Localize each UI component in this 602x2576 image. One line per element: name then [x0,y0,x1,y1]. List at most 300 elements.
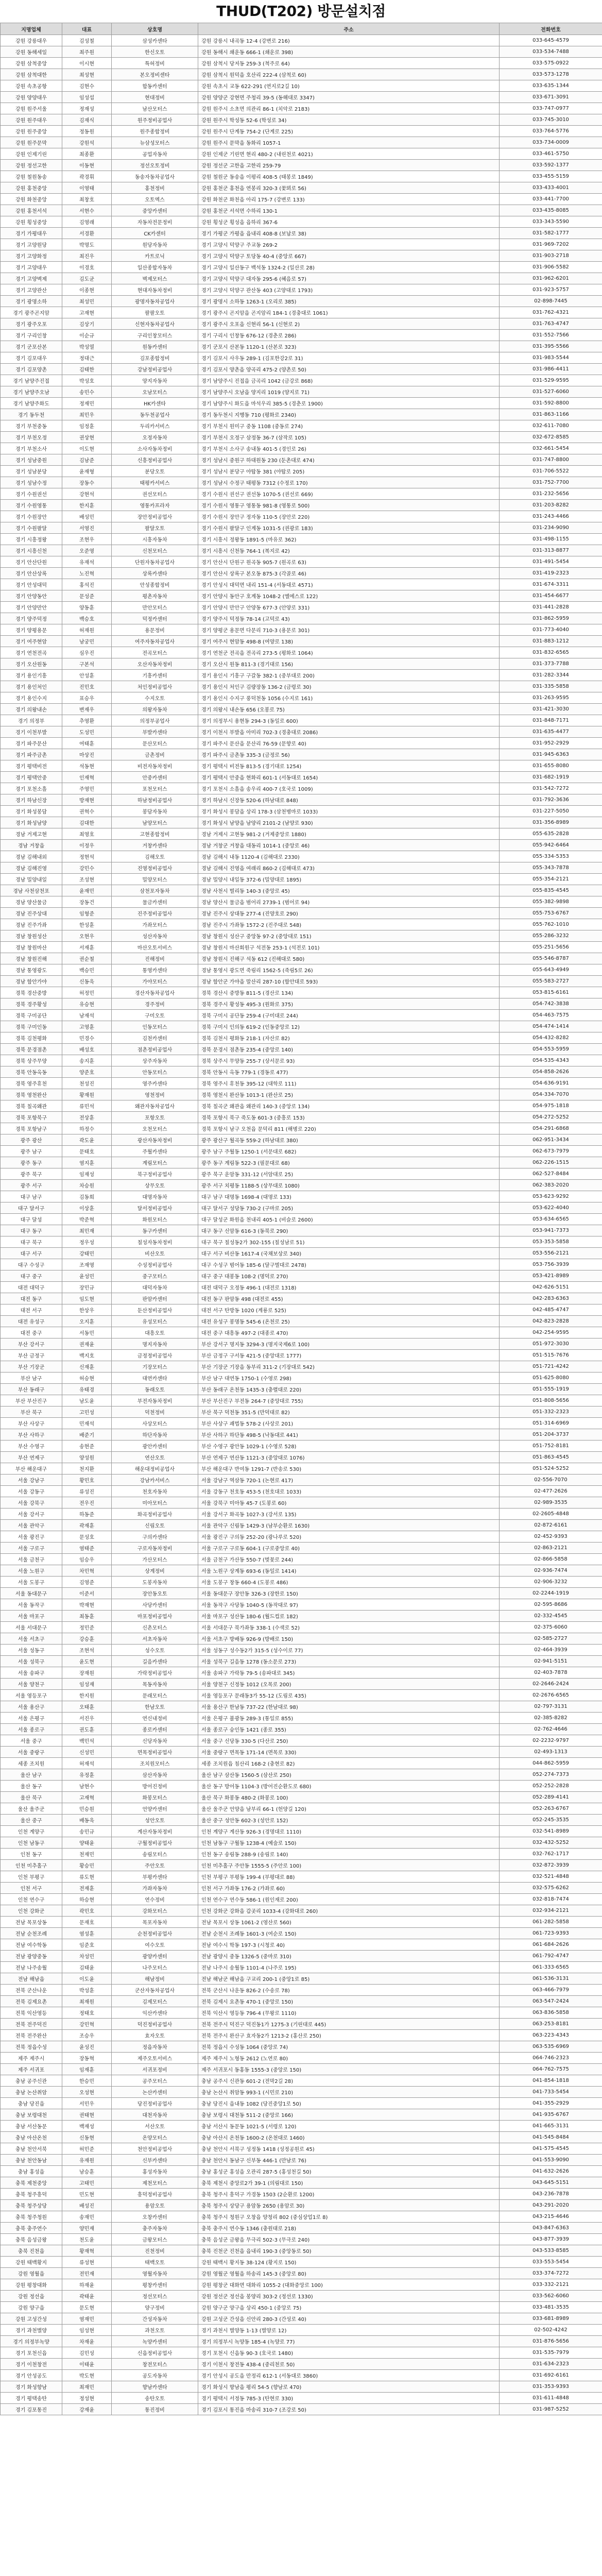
cell-owner: 한성훈 [62,919,112,930]
cell-region: 경기 고양화정 [1,250,62,262]
table-row [1,2075,602,2087]
cell-phone: 031-906-5582 [500,262,602,273]
cell-owner: 전상훈 [62,1112,112,1123]
cell-phone: 02-936-7474 [500,1565,602,1577]
cell-address: 강원 정선군 고한읍 고한리 259-79 [198,160,500,171]
cell-business-name: 연산오토 [112,1452,198,1463]
cell-owner: 남현수 [62,1781,112,1792]
cell-phone: 033-734-0009 [500,137,602,148]
cell-phone: 02-797-3131 [500,1701,602,1713]
cell-address: 충남 논산시 취암동 993-1 (시민로 210) [198,2087,500,2098]
table-row [1,1372,602,1384]
cell-owner: 정현석 [62,851,112,862]
cell-phone: 02-941-5151 [500,1656,602,1667]
table-row [1,1690,602,1701]
cell-phone: 052-263-6767 [500,1803,602,1815]
cell-phone: 033-374-7272 [500,2268,602,2279]
table-row [1,817,602,828]
cell-owner: 하승현 [62,1894,112,1905]
cell-owner: 이경호 [62,262,112,273]
cell-phone: 041-632-2626 [500,2166,602,2177]
cell-region: 경기 파주문산 [1,738,62,749]
cell-business-name: 상록카센타 [112,568,198,579]
cell-region: 경기 평택송탄 [1,2393,62,2404]
cell-business-name: 창전모터스 [112,2359,198,2370]
cell-address: 경남 거창군 거창읍 대동리 1014-1 (중앙로 46) [198,840,500,851]
cell-address: 인천 서구 가좌동 176-2 (가좌로 60) [198,1883,500,1894]
cell-region: 경기 여주현암 [1,636,62,647]
cell-address: 부산 기장군 기장읍 동부리 311-2 (기장대로 542) [198,1361,500,1372]
cell-business-name: 성산자동차 [112,930,198,942]
cell-address: 경기 안성시 공도읍 만정리 612-1 (서동대로 3860) [198,2370,500,2381]
cell-region: 충남 홍성읍 [1,2166,62,2177]
cell-business-name: 김포종합정비 [112,352,198,364]
cell-phone: 031-862-5959 [500,613,602,624]
cell-business-name: 태백오토 [112,2257,198,2268]
cell-owner: 서재훈 [62,942,112,953]
cell-phone: 054-432-8282 [500,1032,602,1044]
cell-phone: 054-553-5959 [500,1044,602,1055]
cell-address: 경기 의정부시 녹양동 185-4 (녹양로 77) [198,2336,500,2347]
cell-business-name: 포천모터스 [112,783,198,794]
cell-region: 경남 함안가야 [1,976,62,987]
table-row [1,1815,602,1826]
cell-business-name: 한남오토 [112,1701,198,1713]
cell-business-name: 방어진정비 [112,1781,198,1792]
cell-region: 대구 동구 [1,1225,62,1236]
cell-business-name: 통영카센타 [112,964,198,976]
cell-phone: 02-493-1313 [500,1747,602,1758]
cell-owner: 표승우 [62,692,112,704]
table-row [1,1123,602,1134]
cell-phone: 032-672-8585 [500,432,602,443]
cell-address: 경기 용인시 기흥구 구갈동 382-1 (중부대로 200) [198,670,500,681]
cell-phone: 032-818-7474 [500,1894,602,1905]
cell-phone: 02-502-4242 [500,2325,602,2336]
cell-region: 대구 달성 [1,1214,62,1225]
cell-owner: 신재훈 [62,1361,112,1372]
col-header-region: 지명업체 [1,23,62,35]
cell-business-name: 본오정비센타 [112,69,198,80]
cell-region: 부산 북구 [1,1406,62,1418]
cell-owner: 유승현 [62,998,112,1010]
cell-business-name: 강남카서비스 [112,1475,198,1486]
table-row [1,1236,602,1248]
cell-phone: 053-756-3939 [500,1259,602,1270]
cell-business-name: 충주자동차 [112,2223,198,2234]
cell-business-name: 뉴삼성모터스 [112,137,198,148]
cell-region: 경기 수원영통 [1,500,62,511]
table-row [1,568,602,579]
cell-phone: 033-553-5454 [500,2257,602,2268]
cell-business-name: 평창카센터 [112,2279,198,2291]
cell-address: 경기 평택시 비전동 813-5 (경기대로 1254) [198,760,500,772]
cell-phone: 02-332-4545 [500,1611,602,1622]
cell-region: 경기 이천창전 [1,2359,62,2370]
cell-owner: 김동희 [62,1191,112,1202]
table-row [1,2030,602,2041]
cell-phone: 031-419-2323 [500,568,602,579]
table-row [1,2302,602,2313]
cell-address: 전북 정읍시 수성동 1064 (중앙로 74) [198,2041,500,2053]
cell-business-name: 서산오토 [112,2121,198,2132]
cell-business-name: 연수정비 [112,1894,198,1905]
cell-business-name: 오천모터스 [112,1123,198,1134]
cell-region: 경북 경산중방 [1,987,62,998]
cell-address: 충남 당진시 읍내동 1082 (당진중앙1로 50) [198,2098,500,2109]
cell-region: 경남 진주상대 [1,908,62,919]
cell-phone: 051-752-8181 [500,1440,602,1452]
table-row [1,1758,602,1769]
cell-business-name: 금정정비공업사 [112,1350,198,1361]
cell-region: 강원 원주문막 [1,137,62,148]
cell-business-name: 광양카센터 [112,1951,198,1962]
cell-owner: 김영래 [62,216,112,228]
cell-phone: 033-332-2121 [500,2279,602,2291]
cell-phone: 02-872-6161 [500,1520,602,1531]
table-row [1,1021,602,1032]
cell-owner: 황승민 [62,1860,112,1871]
cell-business-name: 간성자동차 [112,2313,198,2325]
table-row [1,1270,602,1282]
cell-address: 경기 남양주시 진접읍 금곡리 1042 (금강로 868) [198,375,500,386]
cell-region: 대전 동구 [1,1293,62,1304]
cell-address: 강원 고성군 간성읍 신안리 280-3 (간성로 40) [198,2313,500,2325]
cell-phone: 055-382-9898 [500,896,602,908]
cell-phone: 055-635-2828 [500,828,602,840]
cell-address: 경북 안동시 옥동 779-1 (경동로 477) [198,1066,500,1078]
table-row [1,307,602,318]
cell-owner: 하동준 [62,1509,112,1520]
cell-address: 인천 부평구 부평동 199-4 (부평대로 88) [198,1871,500,1883]
cell-address: 전남 광양시 중동 1326-5 (중마로 310) [198,1951,500,1962]
cell-region: 서울 마포구 [1,1611,62,1622]
cell-business-name: 경주정비 [112,998,198,1010]
cell-address: 경기 구리시 인창동 676-12 (경춘로 286) [198,330,500,341]
cell-owner: 고민성 [62,1406,112,1418]
table-row [1,704,602,715]
table-row [1,1134,602,1146]
cell-region: 경기 고양관산 [1,284,62,296]
cell-owner: 장민규 [62,1282,112,1293]
cell-owner: 윤재형 [62,466,112,477]
cell-address: 경북 영주시 휴천동 395-12 (대학로 111) [198,1078,500,1089]
cell-phone: 031-498-1155 [500,534,602,545]
cell-address: 충남 공주시 신관동 601-2 (전막2길 28) [198,2075,500,2087]
cell-region: 경기 안산상록 [1,568,62,579]
cell-owner: 서현수 [62,205,112,216]
table-row [1,1406,602,1418]
cell-owner: 이동현 [62,160,112,171]
cell-owner: 오준영 [62,545,112,556]
cell-owner: 유태경 [62,1384,112,1395]
cell-owner: 오성현 [62,2087,112,2098]
table-row [1,296,602,307]
table-row [1,2336,602,2347]
cell-address: 경기 부천시 소사구 송내동 401-5 (경인로 26) [198,443,500,454]
cell-phone: 033-635-1344 [500,80,602,92]
table-row [1,1248,602,1259]
cell-owner: 차승원 [62,1180,112,1191]
cell-business-name: 계산자동차정비 [112,1826,198,1837]
table-row [1,69,602,80]
cell-phone: 064-762-7575 [500,2064,602,2075]
cell-region: 인천 미추홀구 [1,1860,62,1871]
cell-owner: 염태준 [62,1543,112,1554]
cell-region: 제주 제주시 [1,2053,62,2064]
cell-business-name: 신림오토 [112,1520,198,1531]
cell-phone: 061-333-6565 [500,1962,602,1973]
cell-owner: 박도현 [62,2370,112,2381]
cell-address: 서울 영등포구 문래동3가 55-12 (도림로 435) [198,1690,500,1701]
cell-phone: 031-243-4466 [500,511,602,522]
cell-owner: 한지원 [62,1690,112,1701]
table-row [1,250,602,262]
table-row [1,908,602,919]
table-row [1,1440,602,1452]
cell-region: 경북 구미인동 [1,1021,62,1032]
cell-address: 울산 울주군 언양읍 남부리 66-1 (헌양길 120) [198,1803,500,1815]
cell-address: 충북 청주시 상당구 용암동 2650 (용암로 30) [198,2200,500,2211]
cell-business-name: 삼천포자동차 [112,885,198,896]
cell-region: 경북 안동옥동 [1,1066,62,1078]
cell-phone: 031-674-3311 [500,579,602,590]
cell-business-name: 녹양카센터 [112,2336,198,2347]
cell-address: 경기 성남시 분당구 야탑동 381 (야탑로 205) [198,466,500,477]
cell-address: 경북 포항시 북구 죽도동 601-3 (중흥로 153) [198,1112,500,1123]
cell-business-name: 문래모터스 [112,1690,198,1701]
cell-region: 경기 파주금촌 [1,749,62,760]
cell-business-name: 상무오토 [112,1180,198,1191]
table-row [1,726,602,738]
cell-phone: 033-433-4001 [500,182,602,194]
cell-address: 강원 삼척시 당저동 259-3 (척주로 64) [198,58,500,69]
cell-phone: 044-862-5959 [500,1758,602,1769]
cell-business-name: 칠성자동차정비 [112,1236,198,1248]
table-row [1,1622,602,1633]
cell-address: 경기 용인시 처인구 김량장동 136-2 (금령로 30) [198,681,500,692]
cell-business-name: 광안카센터 [112,1440,198,1452]
cell-owner: 윤성민 [62,1270,112,1282]
cell-business-name: 서귀포정비 [112,2064,198,2075]
cell-region: 경기 부천오정 [1,432,62,443]
table-row [1,862,602,874]
table-row [1,2268,602,2279]
cell-business-name: 군산자동차공업사 [112,1985,198,1996]
cell-region: 강원 삼척중앙 [1,58,62,69]
table-row [1,942,602,953]
cell-region: 경북 구미공단 [1,1010,62,1021]
cell-phone: 031-923-5757 [500,284,602,296]
cell-owner: 배성호 [62,1044,112,1055]
cell-region: 서울 강동구 [1,1486,62,1497]
cell-owner: 양민재 [62,2223,112,2234]
table-row [1,114,602,126]
cell-business-name: 영천정비 [112,1089,198,1100]
cell-region: 경기 남양주진접 [1,375,62,386]
cell-phone: 053-421-8989 [500,1270,602,1282]
cell-address: 충북 충주시 연수동 1346 (충원대로 218) [198,2223,500,2234]
table-row [1,1645,602,1656]
table-row [1,80,602,92]
cell-business-name: 신읍정비공업사 [112,2347,198,2359]
cell-business-name: 처인정비공업사 [112,681,198,692]
table-row [1,1146,602,1157]
cell-owner: 백승호 [62,613,112,624]
cell-phone: 031-682-1919 [500,772,602,783]
cell-business-name: 오토엑스 [112,194,198,205]
cell-region: 부산 연제구 [1,1452,62,1463]
cell-phone: 032-611-7080 [500,420,602,432]
cell-business-name: 제주오토서비스 [112,2053,198,2064]
table-row [1,1418,602,1429]
cell-address: 강원 태백시 황지동 38-124 (황지로 150) [198,2257,500,2268]
cell-region: 충남 당진읍 [1,2098,62,2109]
cell-address: 서울 강서구 화곡동 1027-3 (강서로 135) [198,1509,500,1520]
cell-owner: 정성현 [62,2393,112,2404]
cell-owner: 장동건 [62,896,112,908]
table-row [1,2223,602,2234]
table-row [1,1656,602,1667]
cell-phone: 031-535-7979 [500,2347,602,2359]
cell-business-name: 경산자동차공업사 [112,987,198,998]
cell-phone: 054-291-6868 [500,1123,602,1134]
cell-region: 경남 양산물금 [1,896,62,908]
cell-region: 충북 제천중앙 [1,2177,62,2189]
cell-address: 경기 부천시 원미구 중동 1108 (중동로 274) [198,420,500,432]
cell-owner: 강민혁 [62,2019,112,2030]
cell-owner: 임준호 [62,1939,112,1951]
cell-owner: 송재민 [62,2211,112,2223]
cell-region: 전북 김제요촌 [1,1996,62,2007]
cell-owner: 권도훈 [62,1724,112,1735]
cell-phone: 051-524-5252 [500,1463,602,1475]
cell-address: 부산 북구 덕천동 351-5 (만덕대로 82) [198,1406,500,1418]
cell-phone: 02-585-2727 [500,1633,602,1645]
cell-phone: 055-643-4949 [500,964,602,976]
cell-address: 강원 영월군 영월읍 하송리 145-3 (중앙로 80) [198,2268,500,2279]
cell-phone: 031-876-5656 [500,2336,602,2347]
cell-owner: 백승민 [62,964,112,976]
cell-owner: 조현석 [62,1645,112,1656]
cell-region: 경기 이천부발 [1,726,62,738]
cell-region: 울산 북구 [1,1792,62,1803]
table-row [1,318,602,330]
cell-phone: 02-2605-4848 [500,1509,602,1520]
table-row [1,228,602,239]
cell-region: 대구 남구 [1,1191,62,1202]
cell-owner: 박성훈 [62,1985,112,1996]
cell-business-name: 마포정비공업사 [112,1611,198,1622]
cell-region: 대전 서구 [1,1304,62,1316]
table-row [1,919,602,930]
cell-region: 경기 남양주오남 [1,386,62,398]
table-row [1,602,602,613]
col-header-owner: 대표 [62,23,112,35]
cell-phone: 042-823-2828 [500,1316,602,1327]
cell-phone: 031-527-6060 [500,386,602,398]
cell-business-name: 신흥정비공업사 [112,454,198,466]
cell-address: 인천 남동구 구월동 1238-4 (예술로 150) [198,1837,500,1849]
table-row [1,1679,602,1690]
cell-business-name: 태평카서비스 [112,477,198,488]
cell-owner: 이영태 [62,182,112,194]
cell-owner: 염성훈 [62,1928,112,1939]
cell-phone: 031-773-4040 [500,624,602,636]
cell-address: 서울 용산구 한남동 737-22 (한남대로 98) [198,1701,500,1713]
cell-owner: 허민준 [62,2143,112,2155]
cell-phone: 02-2244-1919 [500,1588,602,1599]
cell-business-name: 공주모터스 [112,2075,198,2087]
cell-phone: 02-556-7070 [500,1475,602,1486]
cell-business-name: 부발카센타 [112,726,198,738]
cell-address: 경남 김해시 내동 1120-4 (김해대로 2330) [198,851,500,862]
cell-address: 세종 조치원읍 침산리 168-2 (충현로 82) [198,1758,500,1769]
cell-address: 경기 고양시 덕양구 관산동 403 (고양대로 1793) [198,284,500,296]
cell-region: 강원 원주서울 [1,103,62,114]
cell-business-name: 주안오토 [112,1860,198,1871]
cell-business-name: 송림모터스 [112,1849,198,1860]
cell-owner: 임정훈 [62,420,112,432]
cell-phone: 031-832-6565 [500,647,602,658]
cell-phone: 053-941-7373 [500,1225,602,1236]
cell-region: 서울 서초구 [1,1633,62,1645]
cell-business-name: 북구정비공업사 [112,1168,198,1180]
table-row [1,1917,602,1928]
cell-owner: 송민수 [62,386,112,398]
cell-phone: 063-535-6969 [500,2041,602,2053]
cell-phone: 033-592-1377 [500,160,602,171]
cell-address: 경남 진주시 가좌동 1572-2 (진주대로 548) [198,919,500,930]
cell-address: 경기 포천시 소흘읍 송우리 400-7 (호국로 1009) [198,783,500,794]
table-row [1,1996,602,2007]
cell-business-name: 나주모터스 [112,1962,198,1973]
cell-address: 서울 광진구 구의동 252-20 (광나루로 520) [198,1531,500,1543]
col-header-business-name: 상호명 [112,23,198,35]
cell-region: 충남 논산취암 [1,2087,62,2098]
cell-owner: 한지훈 [62,500,112,511]
cell-owner: 김태윤 [62,1962,112,1973]
cell-address: 서울 성동구 성수동2가 315-5 (성수이로 77) [198,1645,500,1656]
cell-address: 경기 동두천시 지행동 710 (평화로 2340) [198,409,500,420]
table-row [1,171,602,182]
cell-phone: 033-573-1278 [500,69,602,80]
table-row [1,1350,602,1361]
cell-phone: 052-289-4141 [500,1792,602,1803]
cell-owner: 양태윤 [62,1837,112,1849]
cell-address: 대전 중구 대흥동 497-2 (대종로 470) [198,1327,500,1338]
cell-business-name: 천호자동차 [112,1486,198,1497]
cell-phone: 043-877-3939 [500,2234,602,2245]
cell-address: 서울 송파구 가락동 79-5 (송파대로 345) [198,1667,500,1679]
cell-owner: 방재현 [62,794,112,806]
table-row [1,840,602,851]
table-row [1,182,602,194]
cell-address: 충북 청주시 청원구 오창읍 양청리 802 (중심상업1로 8) [198,2211,500,2223]
cell-address: 전북 전주시 완산구 효자동2가 1213-2 (홍산로 250) [198,2030,500,2041]
cell-owner: 최주원 [62,46,112,58]
cell-region: 대구 북구 [1,1236,62,1248]
cell-business-name: 구월정비공업사 [112,1837,198,1849]
cell-address: 서울 동작구 사당동 1040-5 (동작대로 97) [198,1599,500,1611]
cell-business-name: 봉담자동차 [112,806,198,817]
cell-address: 대구 남구 대명동 1698-4 (대명로 133) [198,1191,500,1202]
cell-owner: 최성민 [62,296,112,307]
table-row [1,1951,602,1962]
cell-owner: 정동원 [62,126,112,137]
cell-owner: 최재민 [62,2381,112,2393]
cell-business-name: 구로자동차정비 [112,1543,198,1554]
